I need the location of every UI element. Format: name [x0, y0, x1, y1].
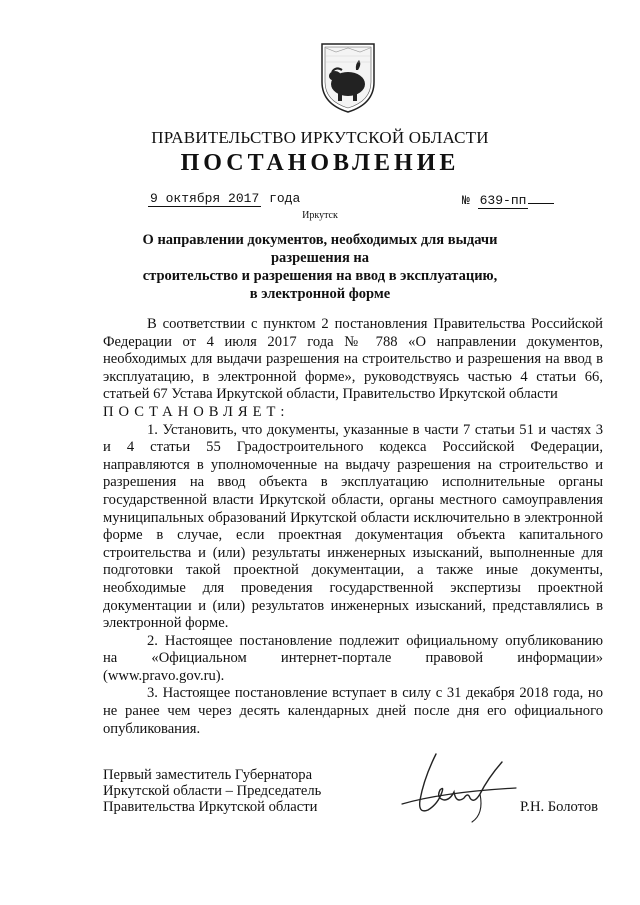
title-line: О направлении документов, необходимых для выдачи разрешения на	[142, 232, 498, 266]
document-body	[103, 316, 603, 738]
document-title	[110, 231, 530, 303]
position-line: Иркутской области – Председатель	[103, 783, 322, 799]
title-line: в электронной форме	[249, 286, 391, 302]
signatory-position	[103, 767, 321, 815]
date-suffix: года	[269, 191, 301, 206]
handwritten-signature	[384, 748, 524, 828]
document-type: ПОСТАНОВЛЕНИЕ	[180, 150, 460, 176]
document-date	[148, 191, 300, 206]
number-value: 639-пп	[479, 193, 527, 208]
position-line: Первый заместитель Губернатора	[103, 767, 313, 783]
date-day: 9	[150, 191, 158, 206]
number-sign: №	[462, 193, 470, 208]
position-line: Правительства Иркутской области	[103, 799, 318, 815]
item-paragraph-1: 1. Установить, что документы, указанные в части 7 статьи 51 и частях 3 и 4 статьи 55 Градостроительного кодекса Российской Федерации, направляются в уполномоченные на выдачу разрешения на строительство и разрешения на ввод объекта в эксплуатацию исполнительные органы государственной власти Иркутской области, органы местного самоуправления муниципальных образований Иркутской области исключительно в электронной форме в случае, если проектная документация объекта капитального строительства и (или) результаты инженерных изысканий, выполненные для подготовки такой проектной документации, а также иные документы, необходимые для проведения государственной экспертизы проектной документации и (или) результатов инженерных изысканий, представлялись в электронной форме.	[103, 421, 603, 632]
date-value	[148, 191, 261, 207]
preamble-paragraph: В соответствии с пунктом 2 постановления Правительства Российской Федерации от 4 июля 2017 года № 788 «О направлении документов, необходимых для выдачи разрешения на строительство и разрешения на ввод в эксплуатацию, в электронной форме», руководствуясь частью 4 статьи 66, статьей 67 Устава Иркутской области, Правительство Иркутской области	[103, 316, 603, 403]
item-paragraph-3: 3. Настоящее постановление вступает в силу с 31 декабря 2018 года, но не ранее чем через десять календарных дней после дня его официального опубликования.	[103, 685, 603, 737]
item-paragraph-2: 2. Настоящее постановление подлежит официальному опубликованию на «Официальном интернет-портале правовой информации» (www.pravo.gov.ru).	[103, 632, 603, 684]
signatory-name: Р.Н. Болотов	[520, 799, 599, 815]
document-number	[462, 191, 554, 208]
resolves-heading: ПОСТАНОВЛЯЕТ:	[103, 403, 290, 420]
date-month-year: октября 2017	[165, 191, 260, 206]
coat-of-arms-emblem	[318, 42, 378, 114]
city-name: Иркутск	[302, 210, 338, 221]
number-underline	[528, 191, 554, 204]
organization-name: ПРАВИТЕЛЬСТВО ИРКУТСКОЙ ОБЛАСТИ	[151, 128, 489, 147]
title-line: строительство и разрешения на ввод в эксплуатацию,	[142, 268, 498, 284]
